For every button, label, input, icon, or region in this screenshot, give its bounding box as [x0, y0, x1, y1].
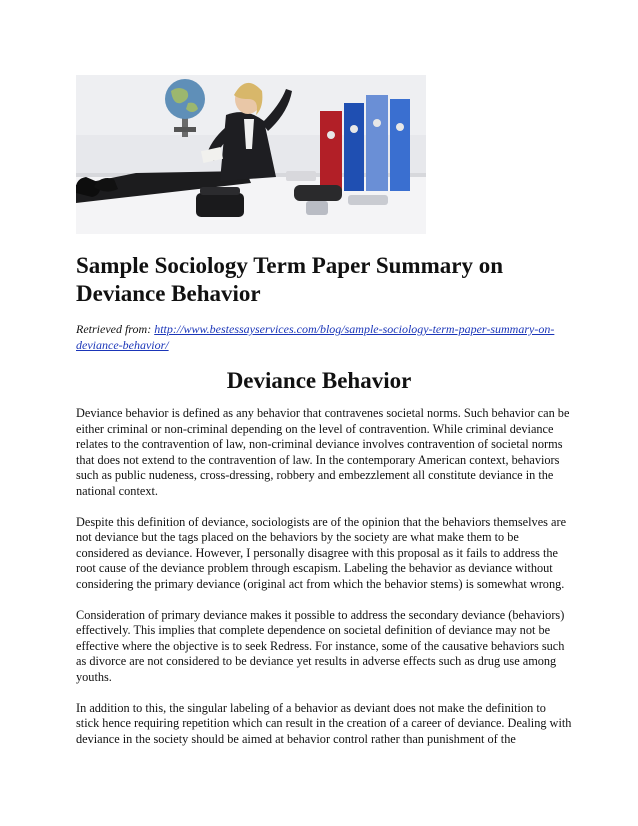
body-text: [76, 406, 572, 763]
paragraph-4: In addition to this, the singular labeling of a behavior as deviant does not make the definition to stick hence requiring repetition which can result in the creation of a career of deviance. Dealing with deviance in the society should be aimed at behavior control rather than punishment of the: [76, 700, 572, 746]
document-title: Sample Sociology Term Paper Summary on Deviance Behavior: [76, 253, 504, 306]
retrieved-from-line: [76, 321, 571, 353]
source-link[interactable]: http://www.bestessayservices.com/blog/sample-sociology-term-paper-summary-on-deviance-behavior/: [76, 322, 555, 352]
office-photo: [76, 75, 426, 234]
paragraph-3: Consideration of primary deviance makes it possible to address the secondary deviance (behaviors) effectively. This implies that complete dependence on societal definition of deviance may not be effective where the objective is to seek Redress. For instance, some of the causative behaviors such as divorce are not considered to be deviance yet results in adverse effects such as drug use among youths.: [76, 607, 565, 684]
paragraph-2: Despite this definition of deviance, sociologists are of the opinion that the behaviors themselves are not deviance but the tags placed on the behaviors by the society are what make them to be considered as deviance. However, I personally disagree with this proposal as it fails to address the root cause of the deviance problem through escapism. Labeling the behavior as deviance without considering the primary deviance (original act from which the behavior stems) is somewhat wrong.: [76, 514, 567, 591]
retrieved-label: Retrieved from:: [76, 322, 152, 336]
paragraph-1: Deviance behavior is defined as any behavior that contravenes societal norms. Such behavior can be either criminal or non-criminal depending on the level of contravention. While criminal deviance relates to the contravention of law, non-criminal deviance involves contravention of societal norms that does not extend to the contravention of law. In the contemporary American context, behaviors such as public nudeness, cross-dressing, robbery and embezzlement all constitute deviance in the national context.: [76, 406, 570, 498]
section-heading: Deviance Behavior: [226, 368, 412, 393]
